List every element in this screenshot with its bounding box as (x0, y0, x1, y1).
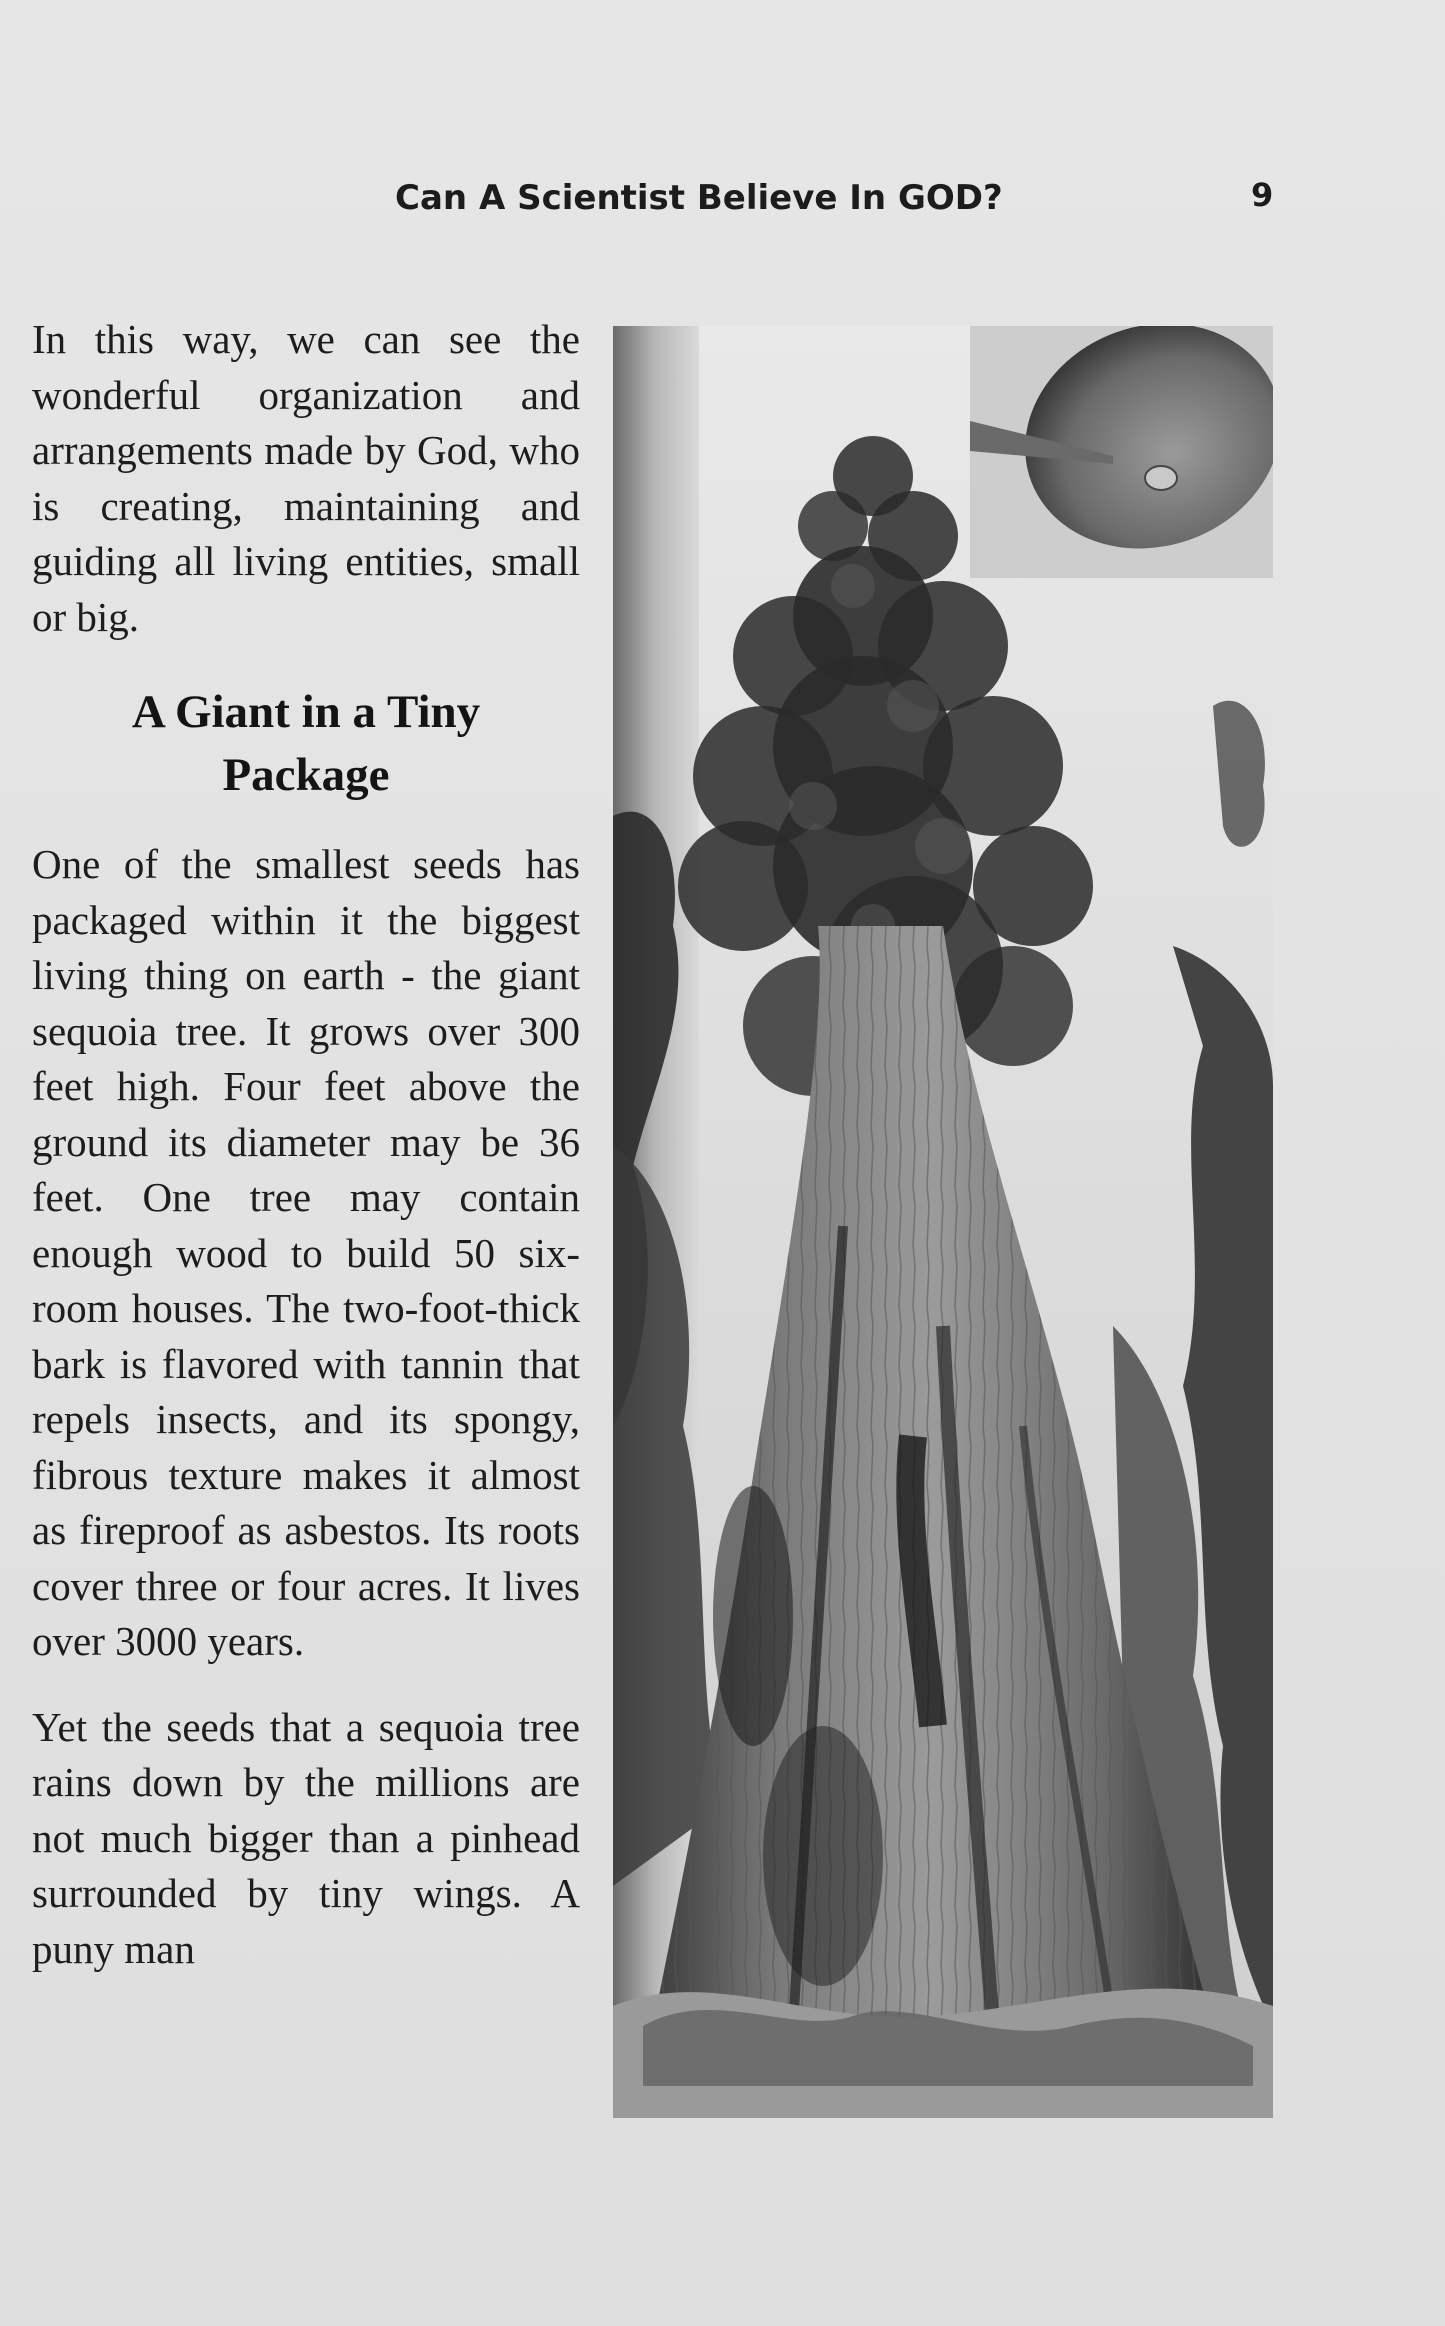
sequoia-tree-photo (613, 326, 1273, 2118)
section-heading-line1: A Giant in a Tiny (131, 686, 481, 738)
paragraph-intro: In this way, we can see the wonderful organization and arrangements made by God, who is creating, maintaining and guiding all living entities, small or big. (32, 316, 580, 640)
paragraph-sequoia: One of the smallest seeds has packaged within it the biggest living thing on earth - the giant sequoia tree. It grows over 300 feet high. Four feet above the ground its diameter may be 36 feet. One tree may contain enough wood to build 50 six-room houses. The two-foot-thick bark is flavored with tannin that repels insects, and its spongy, fibrous texture makes it almost as fireproof as asbestos. Its roots cover three or four acres. It lives over 3000 years. (32, 841, 580, 1664)
section-heading-line2: Package (222, 749, 390, 801)
page-number: 9 (1251, 176, 1274, 214)
section-heading (32, 681, 580, 807)
text-column (32, 312, 580, 1977)
running-title: Can A Scientist Believe In GOD? (395, 178, 1003, 218)
paragraph-seeds: Yet the seeds that a sequoia tree rains down by the millions are not much bigger than a pinhead surrounded by tiny wings. A puny man (32, 1703, 580, 1972)
